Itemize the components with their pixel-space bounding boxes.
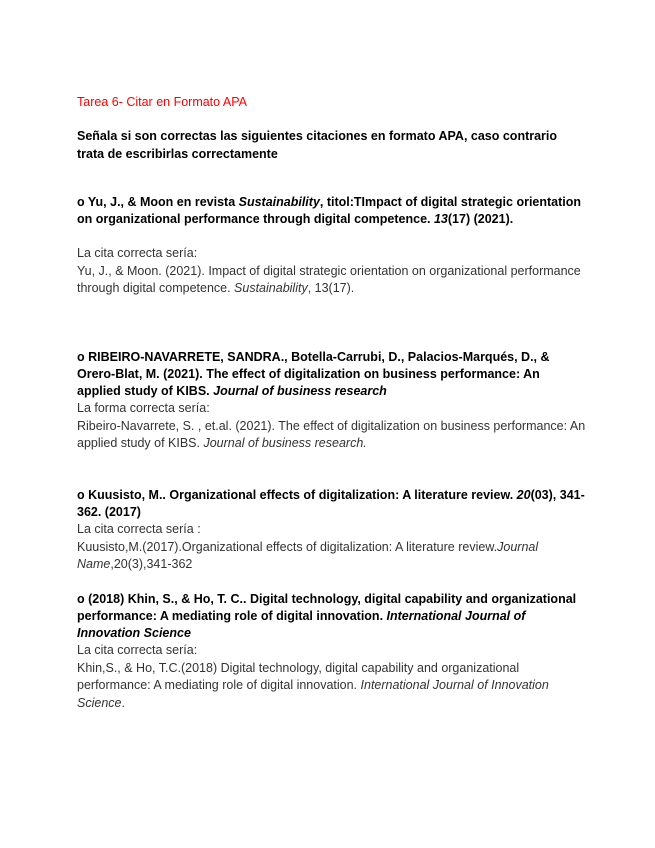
correction-label: La cita correcta sería: [77,643,198,657]
citation-item-4 [77,591,587,712]
instructions: Señala si son correctas las siguientes citaciones en formato APA, caso contrario trata de escribirlas correctamente [77,129,558,161]
correction-label: La cita correcta sería : [77,522,201,536]
bullet: o [77,195,85,209]
bullet: o [77,592,85,606]
citation-item-1 [77,194,587,298]
bullet: o [77,488,85,502]
page-title: Tarea 6- Citar en Formato APA [77,95,247,109]
citation-item-2 [77,349,587,453]
original-citation: o (2018) Khin, S., & Ho, T. C.. Digital technology, digital capability and organizational performance: A mediating role of digital innovation. International Journal of Innovation Science [77,592,577,640]
corrected-citation: Ribeiro-Navarrete, S. , et.al. (2021). The effect of digitalization on business performance: An applied study of KIBS. Journal of business research. [77,418,586,450]
original-citation: o Kuusisto, M.. Organizational effects of digitalization: A literature review. 20(03), 341-362. (2017) [77,488,585,519]
corrected-citation: Kuusisto,M.(2017).Organizational effects of digitalization: A literature review.Journal Name,20(3),341-362 [77,539,539,571]
original-citation: o Yu, J., & Moon en revista Sustainability, titol:TImpact of digital strategic orientation on organizational performance through digital competence. 13(17) (2021). [77,195,582,226]
corrected-citation: Khin,S., & Ho, T.C.(2018) Digital technology, digital capability and organizational performance: A mediating role of digital innovation. International Journal of Innovation Science. [77,660,549,710]
bullet: o [77,350,85,364]
correction-label: La cita correcta sería: [77,246,198,260]
correction-label: La forma correcta sería: [77,401,210,415]
original-citation: o RIBEIRO-NAVARRETE, SANDRA., Botella-Carrubi, D., Palacios-Marqués, D., & Orero-Blat, M. (2021). The effect of digitalization on business performance: An applied study of KIBS. Journal of business research [77,350,550,398]
citation-item-3 [77,487,587,574]
corrected-citation: Yu, J., & Moon. (2021). Impact of digital strategic orientation on organizational performance through digital competence. Sustainability, 13(17). [77,263,581,295]
